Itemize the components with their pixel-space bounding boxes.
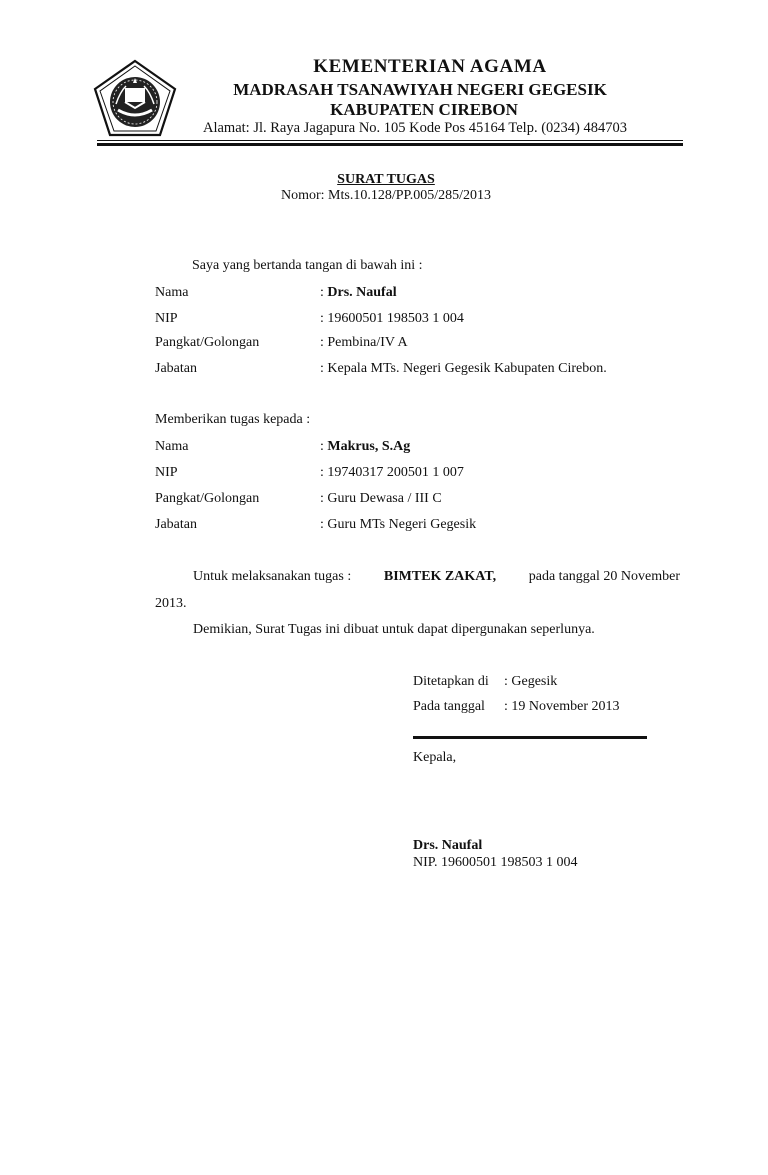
issuer-name-label: Nama [155,285,189,300]
date-value: : 19 November 2013 [504,699,620,714]
assignee-intro: Memberikan tugas kepada : [155,412,311,427]
letterhead-divider-thin [97,140,683,141]
signer-name: Drs. Naufal [413,838,483,853]
task-line-1 [193,569,680,585]
issuer-name: Drs. Naufal [327,285,397,300]
assignee-position-label: Jabatan [155,517,197,532]
issuer-rank-value: : Pembina/IV A [320,335,408,350]
date-label: Pada tanggal [413,699,485,714]
signer-position: Kepala, [413,750,457,765]
assignee-name-label: Nama [155,439,189,454]
issuer-name-value [320,285,397,301]
colon: : [320,285,328,300]
ministry-heading: KEMENTERIAN AGAMA [313,56,547,77]
signature-divider [413,736,647,739]
regency-heading: KABUPATEN CIREBON [330,100,518,119]
letterhead-divider-thick [97,143,683,146]
task-line-2: 2013. [155,596,187,611]
school-address: Alamat: Jl. Raya Jagapura No. 105 Kode Pos 45164 Telp. (0234) 484703 [203,120,627,136]
document-title: SURAT TUGAS [337,172,435,187]
school-heading: MADRASAH TSANAWIYAH NEGERI GEGESIK [233,80,607,99]
assignee-rank-label: Pangkat/Golongan [155,491,260,506]
place-label: Ditetapkan di [413,674,489,689]
signer-nip: NIP. 19600501 198503 1 004 [413,855,578,870]
issuer-intro: Saya yang bertanda tangan di bawah ini : [192,258,423,273]
place-value: : Gegesik [504,674,558,689]
closing-sentence: Demikian, Surat Tugas ini dibuat untuk dapat dipergunakan seperlunya. [193,622,595,637]
task-name: BIMTEK ZAKAT, [383,569,497,584]
assignee-position-value: : Guru MTs Negeri Gegesik [320,517,477,532]
document-number: Nomor: Mts.10.128/PP.005/285/2013 [280,188,492,203]
issuer-rank-label: Pangkat/Golongan [155,335,260,350]
issuer-position-label: Jabatan [155,361,197,376]
task-prefix: Untuk melaksanakan tugas : [193,569,355,584]
issuer-nip-label: NIP [155,311,178,326]
assignee-rank-value: : Guru Dewasa / III C [320,491,442,506]
issuer-position-value: : Kepala MTs. Negeri Gegesik Kabupaten Cirebon. [320,361,607,376]
task-line1-suffix: pada tanggal 20 November [525,569,680,584]
assignee-nip-label: NIP [155,465,178,480]
assignee-name: Makrus, S.Ag [327,439,411,454]
colon: : [320,439,328,454]
assignee-nip-value: : 19740317 200501 1 007 [320,465,464,480]
issuer-nip-value: : 19600501 198503 1 004 [320,311,464,326]
assignee-name-value [320,439,410,455]
